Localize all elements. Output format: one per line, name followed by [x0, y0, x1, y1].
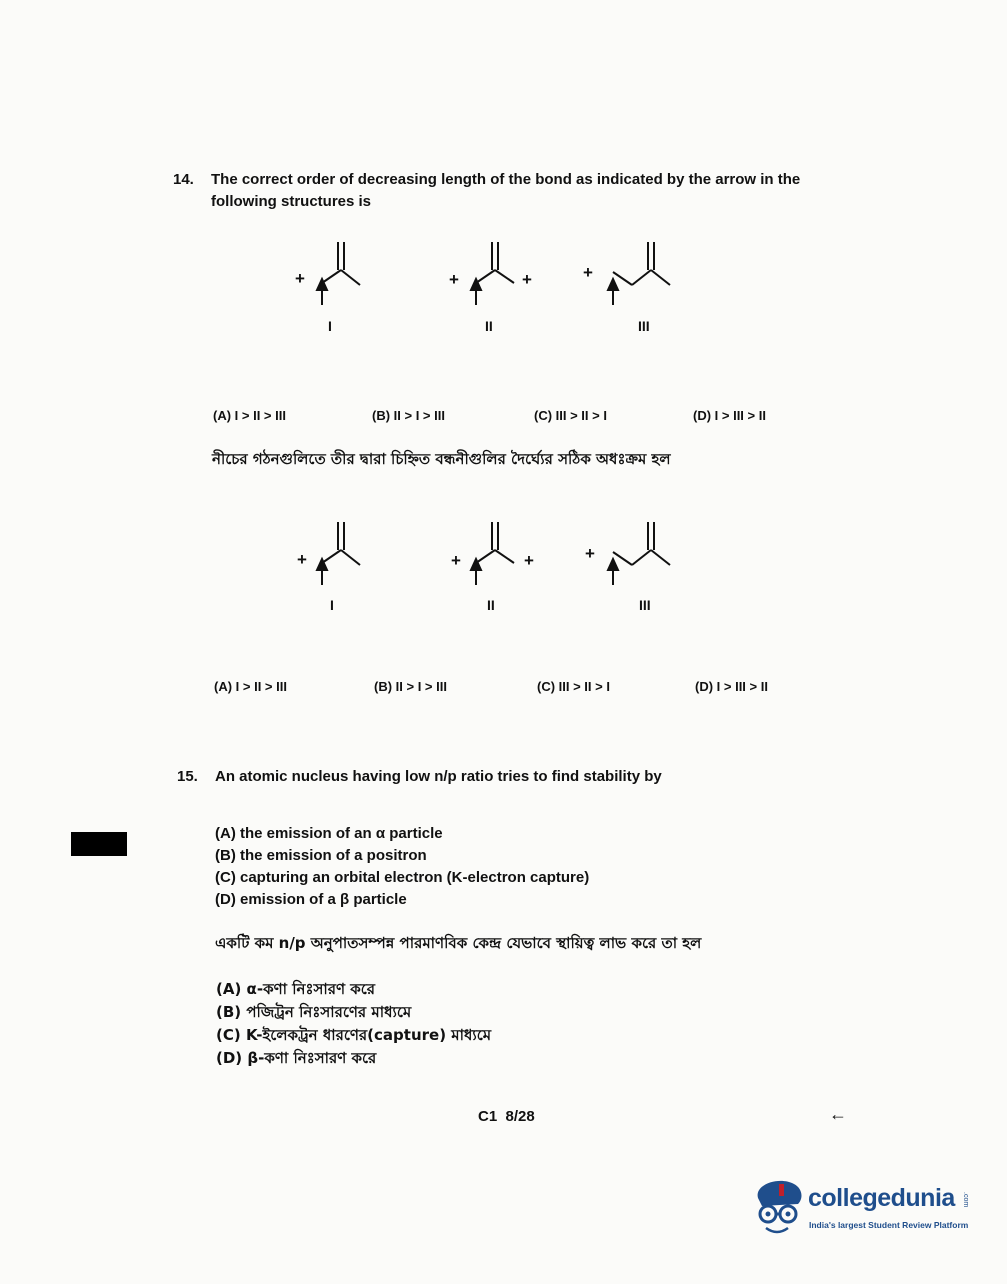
- q15-bengali-text: একটি কম n/p অনুপাতসম্পন্ন পারমাণবিক কেন্দ্র যেভাবে স্থায়িত্ব লাভ করে তা হল: [215, 934, 702, 952]
- q15-option-d: (D) emission of a β particle: [215, 891, 407, 908]
- plus-sign: +: [524, 551, 534, 570]
- left-arrow-icon: ←: [829, 1104, 847, 1124]
- q15-bengali-option-d: (D) β-কণা নিঃসারণ করে: [216, 1049, 377, 1067]
- plus-sign: +: [449, 270, 459, 289]
- q15-bengali-option-c: (C) K-ইলেকট্রন ধারণের(capture) মাধ্যমে: [216, 1026, 492, 1044]
- structure-label-2: II: [485, 318, 493, 334]
- q14-option-c: (C) III > II > I: [534, 408, 607, 423]
- logo-tagline: India's largest Student Review Platform: [809, 1220, 969, 1230]
- plus-sign: +: [295, 269, 305, 288]
- q14-number: 14.: [173, 171, 194, 188]
- q15-bengali-options: [216, 978, 491, 1070]
- structure-label-2: II: [487, 597, 495, 613]
- q15-option-c: (C) capturing an orbital electron (K-electron capture): [215, 869, 590, 886]
- q14-text: [211, 169, 800, 213]
- q14-text-line1: The correct order of decreasing length of the bond as indicated by the arrow in the: [211, 171, 801, 188]
- plus-sign: +: [297, 550, 307, 569]
- q15-option-b: (B) the emission of a positron: [215, 847, 427, 864]
- q15-text: An atomic nucleus having low n/p ratio tries to find stability by: [215, 768, 662, 785]
- q15-option-a: (A) the emission of an α particle: [215, 825, 443, 842]
- structure-label-3: III: [639, 597, 651, 613]
- structure-label-1: I: [328, 318, 332, 334]
- page-number: C1 8/28: [478, 1108, 535, 1125]
- q14-bengali-text: নীচের গঠনগুলিতে তীর দ্বারা চিহ্নিত বন্ধনীগুলির দৈর্ঘ্যের সঠিক অধঃক্রম হল: [212, 450, 671, 468]
- q15-bengali-option-a: (A) α-কণা নিঃসারণ করে: [216, 980, 376, 998]
- q14-option-a: (A) I > II > III: [213, 408, 286, 423]
- logo-wordmark: collegedunia: [808, 1184, 955, 1212]
- collegedunia-logo: [750, 1176, 980, 1246]
- q14-options-repeat: [0, 679, 1007, 699]
- q14-option-c: (C) III > II > I: [537, 679, 610, 694]
- q15-bengali-option-b: (B) পজিট্রন নিঃসারণের মাধ্যমে: [216, 1003, 412, 1021]
- plus-sign: +: [451, 551, 461, 570]
- mascot-icon: [750, 1176, 808, 1236]
- q15-number: 15.: [177, 768, 198, 785]
- q14-text-line2: following structures is: [211, 193, 372, 210]
- q14-option-a: (A) I > II > III: [214, 679, 287, 694]
- q14-option-d: (D) I > III > II: [693, 408, 766, 423]
- q14-option-d: (D) I > III > II: [695, 679, 768, 694]
- logo-suffix: .com: [962, 1192, 969, 1208]
- q14-option-b: (B) II > I > III: [374, 679, 447, 694]
- redaction-box: [71, 832, 127, 856]
- structure-label-1: I: [330, 597, 334, 613]
- q15-options: [215, 823, 589, 911]
- plus-sign: +: [583, 263, 593, 282]
- structure-label-3: III: [638, 318, 650, 334]
- plus-sign: +: [522, 270, 532, 289]
- plus-sign: +: [585, 544, 595, 563]
- q14-options: [0, 408, 1007, 428]
- q14-option-b: (B) II > I > III: [372, 408, 445, 423]
